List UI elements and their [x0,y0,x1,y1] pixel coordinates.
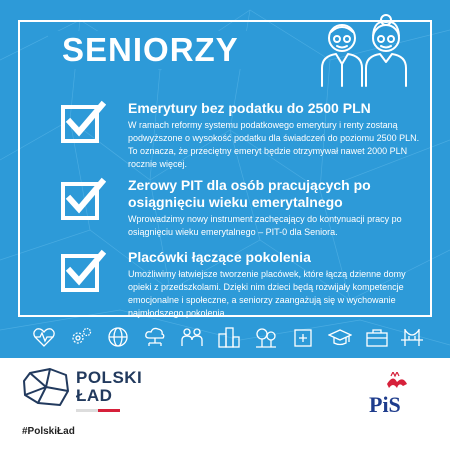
item-text [128,249,428,320]
flag-stripe [76,409,120,412]
icon-row [32,326,424,348]
checkbox-checked-icon [60,249,106,295]
item-heading: Emerytury bez podatku do 2500 PLN [128,100,371,116]
item-text [128,177,428,239]
gears-icon [69,326,93,348]
trees-icon [254,326,278,348]
item-body: Wprowadzimy nowy instrument zachęcający do kontynuacji pracy po osiągnięciu wieku emerytalnego – PIT-0 dla Seniora. [128,214,402,237]
briefcase-icon [365,326,389,348]
graduation-cap-icon [328,326,352,348]
heart-pulse-icon [32,326,56,348]
polski-lad-logo-icon [22,367,70,407]
people-icon [180,326,204,348]
item-body: Umożliwimy łatwiejsze tworzenie placówek, które łączą dzienne domy opieki z przedszkolami. Dzięki nim dzieci będą rozwijały kompetencje emocjonalne i społeczne, a seniorzy zaangażują się w wychowanie najmłodszego pokolenia. [128,269,406,318]
city-icon [217,326,241,348]
checkbox-checked-icon [60,177,106,223]
item-heading: Placówki łączące pokolenia [128,249,311,265]
medical-icon [291,326,315,348]
item-body: W ramach reformy systemu podatkowego emerytury i renty zostaną podwyższone o wysokość podatku dla świadczeń do poziomu 2500 PLN. To oznacza, że przeciętny emeryt będzie otrzymywał nawet 2000 PLN rocznie więcej. [128,120,420,169]
item-text [128,100,428,171]
pis-logo-text: PiS [369,392,401,417]
hashtag: #PolskiŁad [22,426,75,437]
page-title: SENIORZY [48,31,253,69]
cloud-network-icon [143,326,167,348]
polski-lad-logo-text [76,369,142,405]
globe-icon [106,326,130,348]
item-heading: Zerowy PIT dla osób pracujących po osiągnięciu wieku emerytalnego [128,177,371,210]
logo-line-polski: POLSKI [76,368,143,387]
logo-line-lad: ŁAD [76,386,113,405]
bridge-icon [400,326,424,348]
seniors-icon [312,8,416,88]
checkbox-checked-icon [60,100,106,146]
